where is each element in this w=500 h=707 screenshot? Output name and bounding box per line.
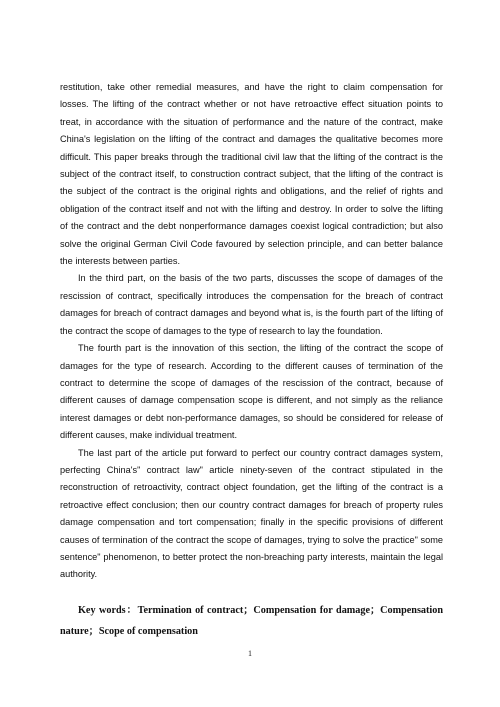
page-number: 1 [248, 649, 252, 658]
paragraph-continuation: restitution, take other remedial measures, and have the right to claim compensation for losses. The lifting of the contract whether or not have retroactive effect situation points to treat, in accordance with the situation of performance and the nature of the contract, make China's legislation on the lifting of the contract and damages the qualitative becomes more difficult. This paper breaks through the traditional civil law that the lifting of the contract is the subject of the contract itself, to construction contract subject, that the lifting of the contract is the subject of the contract is the original rights and obligations, and the relief of rights and obligation of the contract itself and not with the lifting and destroy. In order to solve the lifting of the contract and the debt nonperformance damages coexist logical contradiction; but also solve the original German Civil Code favoured by selection principle, and can better balance the interests between parties. [60, 82, 443, 267]
keywords: Key words：Termination of contract；Compensation for damage；Compensation nature；Scope of compensation [60, 605, 443, 637]
paragraph-last-part: The last part of the article put forward to perfect our country contract damages system, perfecting China's" contract law" article ninety-seven of the contract stipulated in the reconstruction of retroactivity, contract object foundation, get the lifting of the contract is a retroactive effect conclusion; then our country contract damages for breach of property rules damage compensation and tort compensation; finally in the specific provisions of different causes of termination of the contract the scope of damages, trying to solve the practice" some sentence" phenomenon, to better protect the non-breaching party interests, maintain the legal authority. [60, 447, 443, 580]
paragraph-third-part: In the third part, on the basis of the two parts, discusses the scope of damages of the rescission of contract, specifically introduces the compensation for the breach of contract damages for breach of contract damages and beyond what is, is the fourth part of the lifting of the contract the scope of damages to the type of research to lay the foundation. [60, 273, 443, 336]
document-body [60, 79, 443, 584]
paragraph-fourth-part: The fourth part is the innovation of this section, the lifting of the contract the scope of damages for the type of research. According to the different causes of termination of the contract to determine the scope of damages of the rescission of the contract, because of different causes of damage compensation scope is different, and not simply as the reliance interest damages or debt non-performance damages, so should be considered for release of different causes, make individual treatment. [60, 343, 443, 441]
